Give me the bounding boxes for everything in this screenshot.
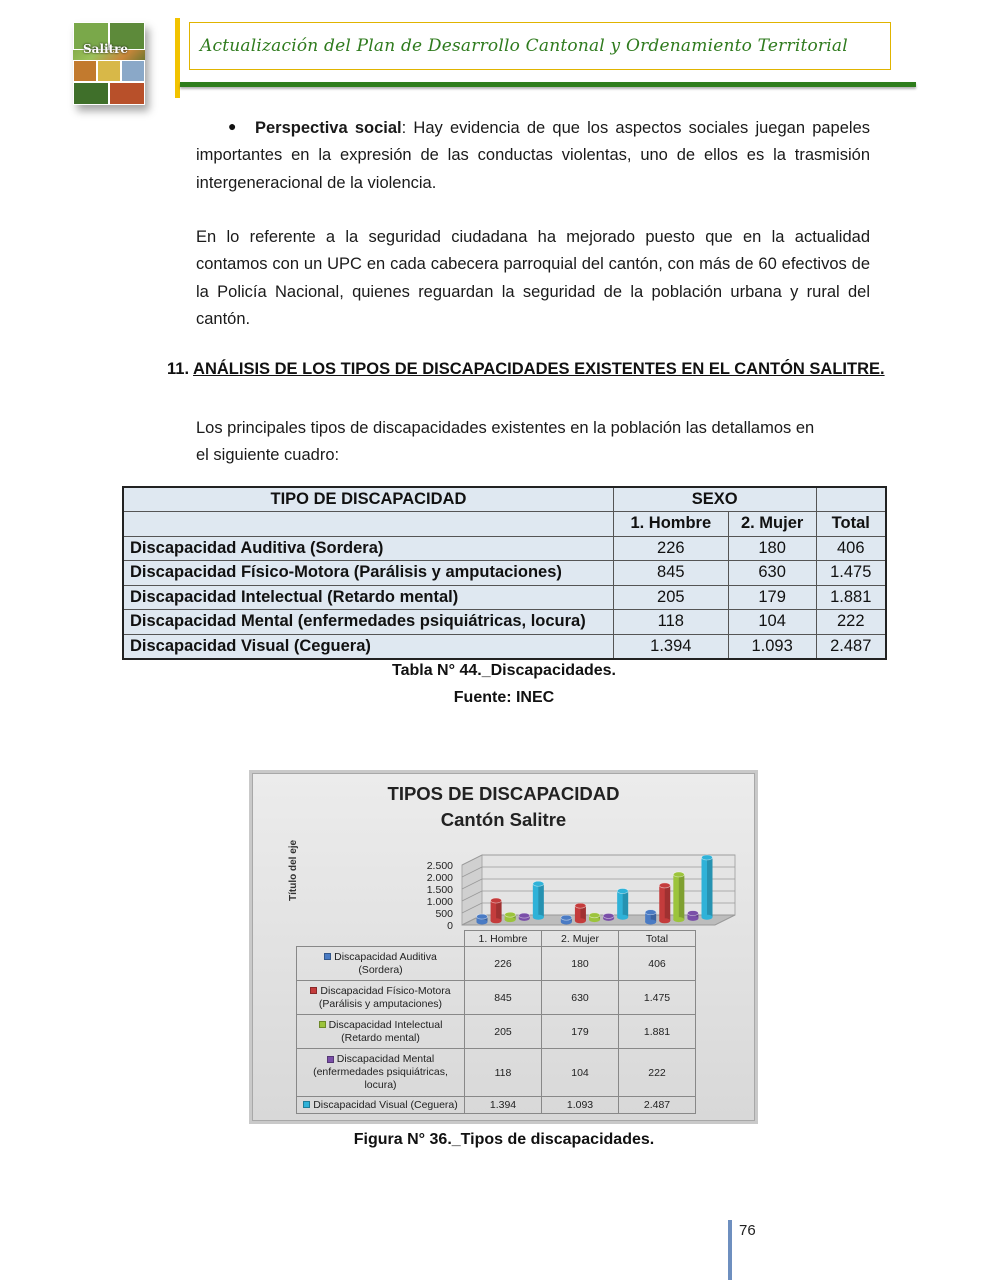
chart-data-table [296, 930, 696, 1114]
chart-y-axis-title: Título del eje [288, 839, 299, 901]
table-row [123, 634, 886, 659]
chart-value-label: 118 [465, 1049, 542, 1097]
bar [673, 872, 684, 922]
row-label: Discapacidad Físico-Motora (Parálisis y amputaciones) [123, 561, 613, 586]
row-total: 406 [816, 536, 886, 561]
table-row [123, 610, 886, 635]
legend-swatch [303, 1101, 310, 1108]
disability-table [122, 486, 887, 660]
bar-cap [533, 881, 544, 886]
bar-cap [645, 910, 656, 915]
table-row [123, 585, 886, 610]
bar-base [575, 918, 586, 923]
row-total: 222 [816, 610, 886, 635]
header-title-box [189, 22, 891, 70]
bar-cap [659, 883, 670, 888]
chart-value-label: 845 [465, 981, 542, 1015]
bar [702, 855, 713, 920]
header-divider [180, 82, 916, 87]
page-number: 76 [739, 1222, 756, 1239]
section-heading [167, 360, 885, 379]
bar [505, 912, 516, 922]
chart-value-label: 406 [619, 947, 696, 981]
section-title: ANÁLISIS DE LOS TIPOS DE DISCAPACIDADES EXISTENTES EN EL CANTÓN SALITRE. [193, 360, 885, 378]
bar [617, 888, 628, 919]
chart-value-label: 226 [465, 947, 542, 981]
bar-base [533, 915, 544, 920]
table-caption: Tabla N° 44._Discapacidades. [392, 662, 616, 679]
bar [519, 913, 530, 921]
legend-entry [297, 1015, 465, 1049]
legend-swatch [319, 1021, 326, 1028]
row-total: 2.487 [816, 634, 886, 659]
bar-base [673, 917, 684, 922]
bar-shade [496, 901, 502, 921]
row-label: Discapacidad Mental (enfermedades psiquiátricas, locura) [123, 610, 613, 635]
row-hombre: 118 [613, 610, 728, 635]
legend-swatch [324, 953, 331, 960]
bar-cap [673, 872, 684, 877]
legend-line: (Retardo mental) [341, 1031, 420, 1044]
y-tick-label: 1.500 [426, 884, 453, 896]
bar [477, 914, 488, 924]
chart-value-label: 104 [542, 1049, 619, 1097]
header-title: Actualización del Plan de Desarrollo Cantonal y Ordenamiento Territorial [200, 36, 848, 56]
chart-category-label: 2. Mujer [542, 931, 619, 947]
bar-shade [665, 885, 671, 920]
bar-cap [561, 915, 572, 920]
legend-line: Discapacidad Intelectual [328, 1018, 443, 1031]
intro-line-1: Los principales tipos de discapacidades existentes en la población las detallamos en [196, 419, 815, 437]
chart-value-label: 179 [542, 1015, 619, 1049]
legend-line: Discapacidad Visual (Ceguera) [313, 1098, 458, 1111]
chart-category-label: Total [619, 931, 696, 947]
bar-shade [707, 858, 713, 918]
legend-entry [297, 1049, 465, 1097]
legend-entry [297, 1097, 465, 1114]
bullet-paragraph [196, 115, 870, 197]
security-paragraph: En lo referente a la seguridad ciudadana ha mejorado puesto que en la actualidad contamos con un UPC en cada cabecera parroquial del cantón, con más de 60 efectivos de la Policía Nacional, quienes reguardan la seguridad de la población urbana y rural del cantón. [196, 228, 870, 328]
bar-cap [603, 913, 614, 918]
chart-subtitle: Cantón Salitre [440, 809, 567, 830]
row-mujer: 1.093 [728, 634, 816, 659]
bar-base [645, 920, 656, 925]
table-col-mujer: 2. Mujer [728, 512, 816, 537]
bullet-bold-term: Perspectiva social [255, 119, 402, 137]
legend-line: (Parálisis y amputaciones) [318, 997, 443, 1010]
legend-line: Discapacidad Mental [336, 1053, 435, 1065]
chart-value-label: 1.093 [542, 1097, 619, 1114]
logo-text: Salitre [83, 42, 129, 56]
row-total: 1.881 [816, 585, 886, 610]
legend-entry [297, 947, 465, 981]
bar-cap [702, 855, 713, 860]
row-mujer: 630 [728, 561, 816, 586]
bar-cap [575, 903, 586, 908]
bar [589, 913, 600, 922]
row-label: Discapacidad Intelectual (Retardo mental) [123, 585, 613, 610]
table-header-blank [816, 487, 886, 512]
page-number-bar [728, 1220, 732, 1280]
y-tick-label: 0 [447, 920, 453, 932]
bar-base [477, 920, 488, 925]
bar [575, 903, 586, 923]
chart-value-label: 180 [542, 947, 619, 981]
y-tick-label: 500 [435, 908, 453, 920]
row-mujer: 180 [728, 536, 816, 561]
bar-shade [538, 884, 544, 917]
table-subheader-blank [123, 512, 613, 537]
bar [659, 883, 670, 923]
legend-line: (Sordera) [358, 963, 403, 976]
table-row [123, 561, 886, 586]
bullet-dot-icon: ● [228, 118, 237, 134]
row-label: Discapacidad Visual (Ceguera) [123, 634, 613, 659]
row-label: Discapacidad Auditiva (Sordera) [123, 536, 613, 561]
chart-value-label: 1.394 [465, 1097, 542, 1114]
table-col-hombre: 1. Hombre [613, 512, 728, 537]
section-number: 11. [167, 360, 190, 378]
legend-line: Discapacidad Auditiva [334, 950, 437, 963]
bar [491, 898, 502, 923]
bar [687, 911, 698, 921]
bar-cap [519, 913, 530, 918]
bar-cap [617, 888, 628, 893]
bar-base [491, 918, 502, 923]
y-tick-label: 2.500 [426, 860, 453, 872]
y-tick-label: 2.000 [426, 872, 453, 884]
row-total: 1.475 [816, 561, 886, 586]
bar [561, 915, 572, 924]
intro-line-2: el siguiente cuadro: [196, 446, 340, 465]
row-hombre: 1.394 [613, 634, 728, 659]
row-hombre: 205 [613, 585, 728, 610]
legend-corner [297, 931, 465, 947]
table-col-total: Total [816, 512, 886, 537]
chart-value-label: 2.487 [619, 1097, 696, 1114]
bar-cap [505, 912, 516, 917]
legend-swatch [310, 987, 317, 994]
legend-line: locura) [364, 1079, 397, 1091]
chart-value-label: 1.475 [619, 981, 696, 1015]
chart-value-label: 205 [465, 1015, 542, 1049]
bar-base [505, 917, 516, 922]
chart-value-label: 1.881 [619, 1015, 696, 1049]
row-mujer: 179 [728, 585, 816, 610]
intro-paragraph [196, 415, 870, 470]
chart-title: TIPOS DE DISCAPACIDAD [387, 783, 620, 804]
disability-chart [249, 770, 758, 1124]
table-source: Fuente: INEC [453, 689, 555, 706]
legend-entry [297, 981, 465, 1015]
figure-caption: Figura N° 36._Tipos de discapacidades. [353, 1131, 655, 1148]
chart-back-wall [482, 855, 735, 915]
y-tick-label: 1.000 [426, 896, 453, 908]
row-hombre: 226 [613, 536, 728, 561]
row-hombre: 845 [613, 561, 728, 586]
table-row [123, 536, 886, 561]
bar-base [687, 916, 698, 921]
bar-base [702, 915, 713, 920]
bar-base [659, 918, 670, 923]
legend-line: (enfermedades psiquiátricas, [313, 1066, 448, 1078]
bar-cap [491, 898, 502, 903]
bar [603, 913, 614, 920]
bar [533, 881, 544, 919]
bullet-text: : Hay evidencia de que los aspectos sociales juegan papeles importantes en la expresión de las conductas violentas, uno de ellos es la trasmisión intergeneracional de la violencia. [196, 119, 870, 192]
bar-cap [589, 913, 600, 918]
chart-value-label: 630 [542, 981, 619, 1015]
bar-cap [687, 911, 698, 916]
bar-shade [679, 874, 685, 919]
table-header-type: TIPO DE DISCAPACIDAD [123, 487, 613, 512]
table-header-sex: SEXO [613, 487, 816, 512]
bar-base [617, 915, 628, 920]
legend-line: Discapacidad Físico-Motora [320, 984, 451, 997]
bar-cap [477, 914, 488, 919]
row-mujer: 104 [728, 610, 816, 635]
legend-swatch [327, 1056, 334, 1063]
chart-category-label: 1. Hombre [465, 931, 542, 947]
salitre-logo [73, 22, 145, 105]
bar-shade [623, 891, 629, 917]
bar [645, 910, 656, 925]
chart-value-label: 222 [619, 1049, 696, 1097]
